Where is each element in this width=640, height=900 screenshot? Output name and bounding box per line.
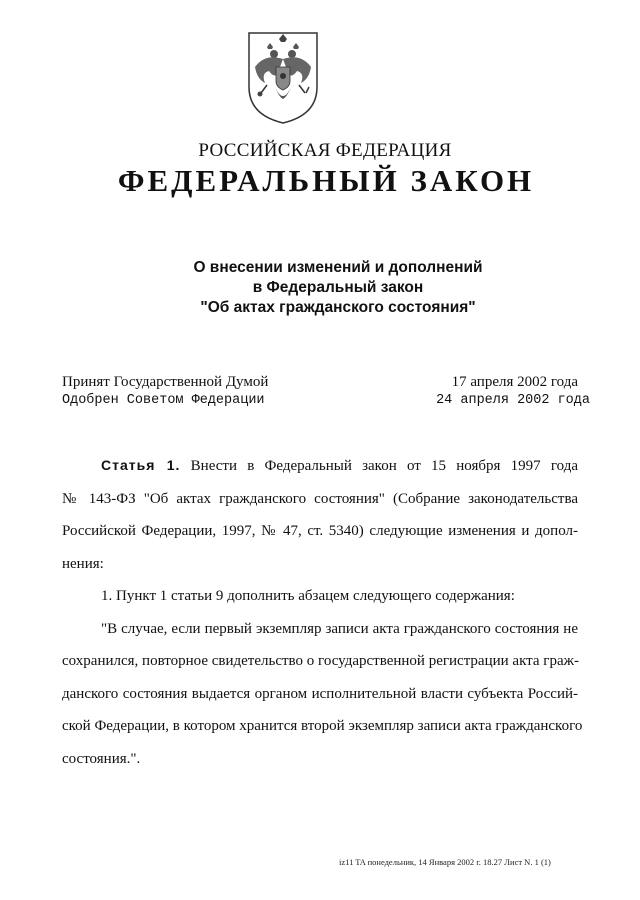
law-title-line: "Об актах гражданского состояния" (200, 299, 476, 316)
article-1-item-1: 1. Пункт 1 статьи 9 дополнить абзацем следующего содержания: (101, 588, 515, 604)
quote-line: ской Федерации, в котором хранится второй экземпляр записи акта гражданского (62, 718, 583, 734)
article-1-line: Российской Федерации, 1997, № 47, ст. 5340) следующие изменения и допол- (62, 523, 578, 539)
quote-line: "В случае, если первый экземпляр записи акта гражданского состояния не (101, 620, 578, 637)
duma-adoption-label: Принят Государственной Думой (62, 374, 269, 390)
country-name: РОССИЙСКАЯ ФЕДЕРАЦИЯ (198, 140, 452, 161)
council-approval-date: 24 апреля 2002 года (436, 393, 590, 408)
law-title-line: в Федеральный закон (252, 279, 424, 296)
article-1-label: Статья 1. (101, 457, 181, 473)
coat-of-arms-icon (243, 27, 323, 127)
law-title-line: О внесении изменений и дополнений (193, 259, 483, 276)
article-1-text (62, 449, 583, 775)
law-title (0, 258, 640, 318)
document-type-heading: ФЕДЕРАЛЬНЫЙ ЗАКОН (117, 163, 535, 198)
quote-line: состояния.". (62, 750, 141, 767)
council-approval-label: Одобрен Советом Федерации (62, 393, 265, 408)
duma-adoption-date: 17 апреля 2002 года (451, 374, 578, 390)
quote-line: сохранился, повторное свидетельство о государственной регистрации акта граж- (62, 653, 579, 669)
article-1-line: № 143-ФЗ "Об актах гражданского состояния" (Собрание законодательства (62, 490, 578, 507)
article-1-line (62, 449, 578, 483)
article-1-line-text: Внести в Федеральный закон от 15 ноября 1997 года (190, 458, 579, 474)
article-1-line: нения: (62, 555, 104, 572)
quote-line: данского состояния выдается органом исполнительной власти субъекта Россий- (62, 685, 578, 702)
page-footer: iz11 TA понедельник, 14 Января 2002 г. 18.27 Лист N. 1 (1) (339, 857, 551, 867)
